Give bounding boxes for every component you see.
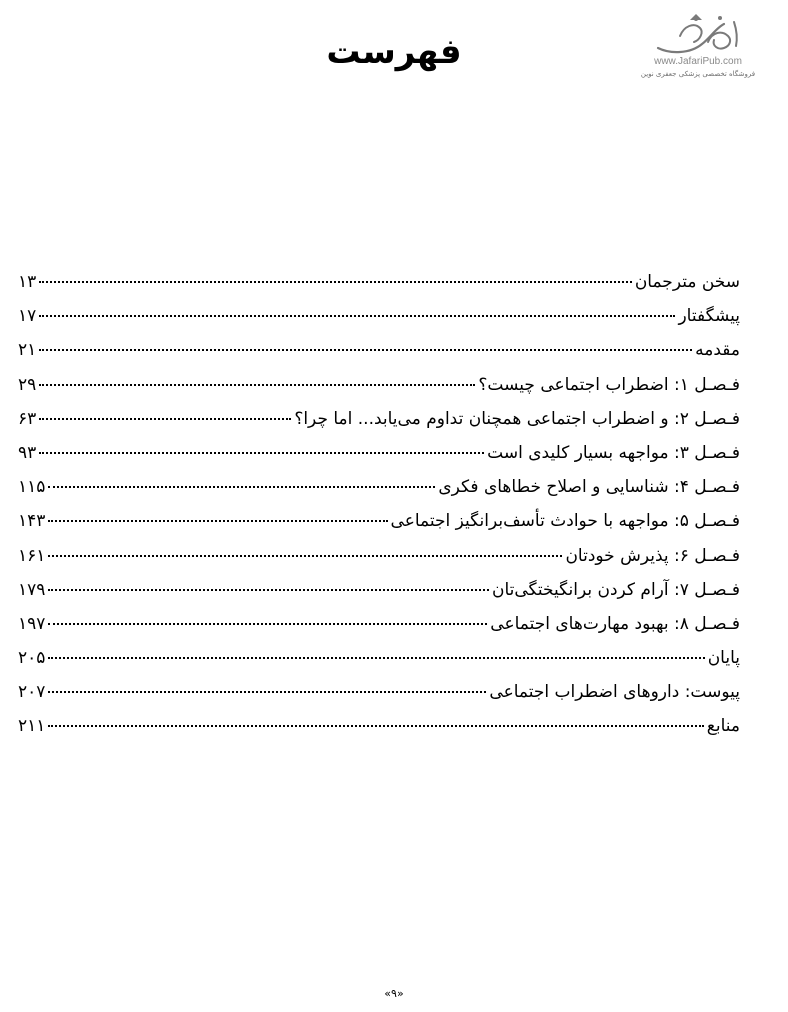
publisher-logo-icon (650, 14, 746, 58)
toc-page-number: ۱۶۱ (18, 545, 46, 566)
toc-label: فـصـل ۳: مواجهه بسیار کلیدی است (487, 442, 740, 463)
page-number: «۹» (384, 987, 404, 1000)
toc-label: پیوست: داروهای اضطراب اجتماعی (489, 682, 740, 703)
toc-leader (39, 281, 632, 283)
toc-page-number: ۱۱۵ (18, 477, 46, 498)
table-of-contents (18, 272, 740, 751)
toc-page-number: ۱۳ (18, 272, 37, 292)
toc-page-number: ۲۱۱ (18, 716, 46, 737)
toc-leader (48, 486, 435, 488)
logo-url: www.JafariPub.com (654, 56, 742, 67)
toc-label: سخن مترجمان (634, 272, 740, 292)
page-title: فهرست (326, 32, 462, 72)
toc-label: فـصـل ۴: شناسایی و اصلاح خطاهای فکری (438, 477, 740, 498)
toc-label: مقدمه (695, 340, 740, 361)
toc-row (18, 409, 740, 443)
toc-row (18, 546, 740, 580)
toc-row (18, 272, 740, 306)
toc-leader (48, 657, 704, 659)
toc-label: منابع (706, 716, 740, 737)
toc-label: فـصـل ۵: مواجهه با حوادث تأسف‌برانگیز اجتماعی (390, 511, 740, 532)
toc-leader (48, 589, 489, 591)
toc-page-number: ۱۴۳ (18, 511, 46, 532)
toc-label: پایان (707, 648, 740, 669)
toc-label: فـصـل ۷: آرام کردن برانگیختگی‌تان (491, 579, 740, 600)
toc-page-number: ۱۷ (18, 306, 37, 327)
toc-leader (39, 384, 475, 386)
toc-page-number: ۲۹ (18, 374, 37, 395)
toc-page-number: ۱۷۹ (18, 579, 46, 600)
toc-leader (48, 520, 387, 522)
toc-row (18, 682, 740, 716)
toc-leader (39, 315, 675, 317)
toc-page-number: ۱۹۷ (18, 613, 46, 634)
toc-leader (48, 555, 562, 557)
toc-page-number: ۲۱ (18, 340, 37, 361)
logo-tagline: فروشگاه تخصصی پزشکی جعفری نوین (640, 70, 756, 78)
toc-label: فـصـل ۶: پذیرش خودتان (565, 545, 740, 566)
toc-row (18, 716, 740, 750)
toc-row (18, 477, 740, 511)
publisher-logo (630, 14, 766, 94)
toc-label: فـصـل ۸: بهبود مهارت‌های اجتماعی (490, 613, 740, 634)
toc-page-number: ۲۰۷ (18, 682, 46, 703)
toc-label: پیشگفتار (678, 306, 740, 327)
toc-row (18, 375, 740, 409)
toc-page-number: ۹۳ (18, 442, 37, 463)
toc-leader (39, 452, 484, 454)
toc-page-number: ۶۳ (18, 408, 37, 429)
toc-leader (39, 418, 291, 420)
toc-row (18, 443, 740, 477)
toc-leader (48, 691, 486, 693)
toc-row (18, 580, 740, 614)
toc-leader (48, 623, 487, 625)
toc-label: فـصـل ۲: و اضطراب اجتماعی همچنان تداوم می‌یابد... اما چرا؟ (294, 408, 740, 429)
toc-page-number: ۲۰۵ (18, 648, 46, 669)
toc-leader (39, 349, 692, 351)
toc-row (18, 340, 740, 374)
toc-label: فـصـل ۱: اضطراب اجتماعی چیست؟ (478, 374, 740, 395)
toc-row (18, 614, 740, 648)
toc-leader (48, 725, 703, 727)
toc-row (18, 648, 740, 682)
toc-row (18, 511, 740, 545)
toc-row (18, 306, 740, 340)
